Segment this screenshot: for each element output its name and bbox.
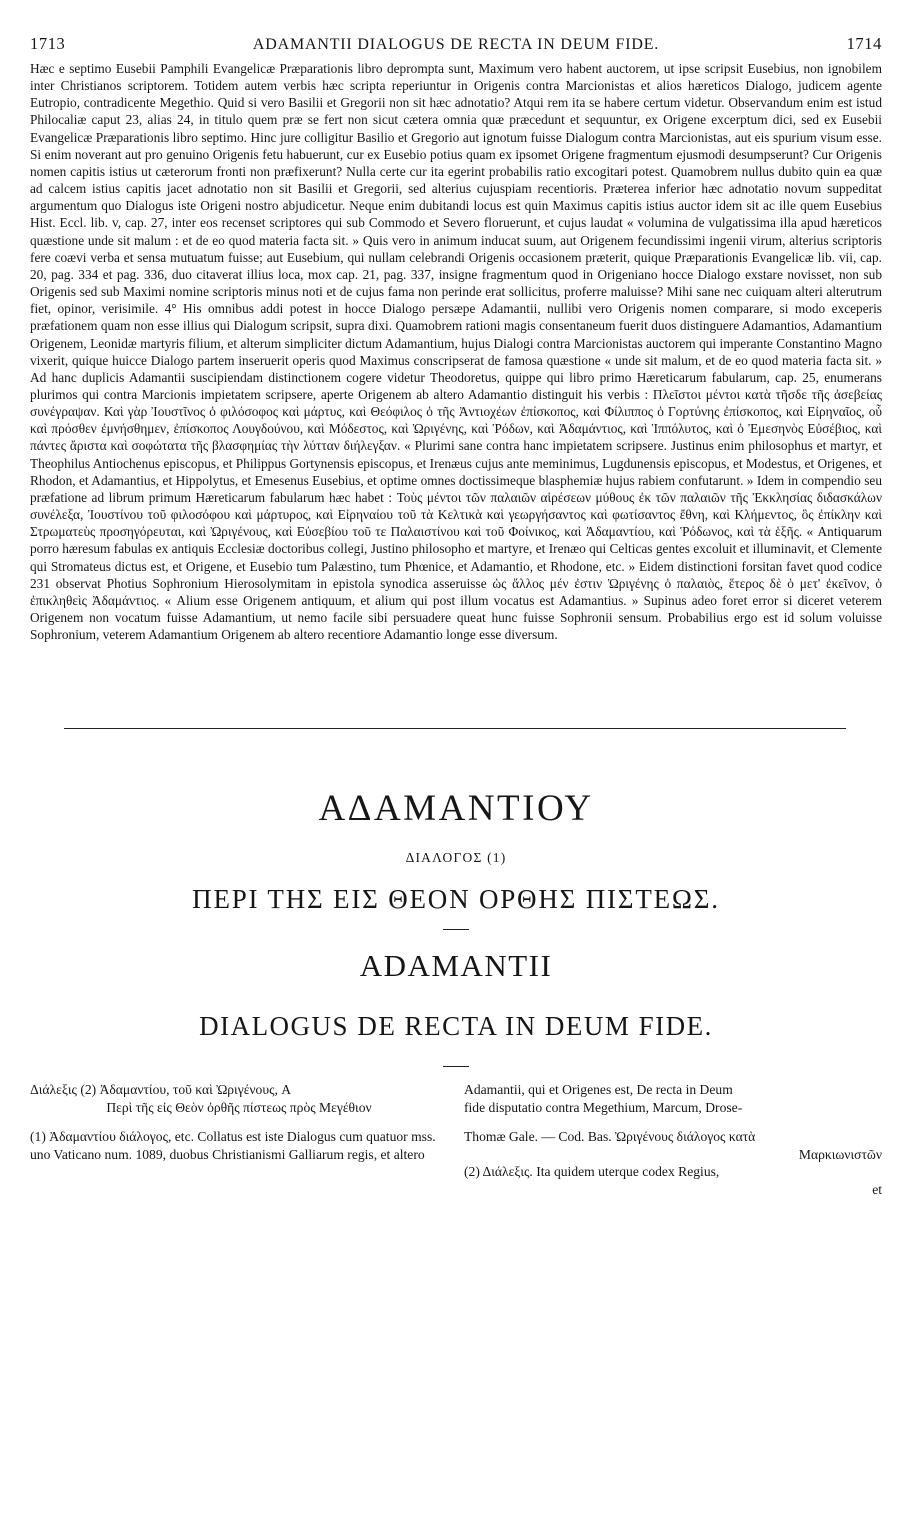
greek-dialogue-heading: ΔΙΑΛΟΓΟΣ (1) (405, 850, 507, 865)
footnote-continuation-2: Μαρκιωνιστῶν (798, 1146, 882, 1162)
latin-line-1: Adamantii, qui et Origenes est, De recta in Deum (464, 1082, 733, 1097)
title-dash-lower (443, 1066, 469, 1067)
editorial-note: Hæc e septimo Eusebii Pamphili Evangelicæ Præparationis libro deprompta sunt, Maximum vero habent auctorem, ut ipse scripsit Eusebius, non ignobilem inter Christianos scriptorem. Totidem autem verbis hæc scripta reperiuntur in Origenis contra Marcionistas et alios hæreticos Dialogo, judicem agente Eutropio, contradicente Megethio. Quid si vero Basilii et Gregorii non sit hæc adnotatio? Atqui rem ita se habere certum videtur. Observandum enim est istud Philocaliæ caput 23, alias 24, in titulo quem præ se fert non sicut cætera omnia quæ præcedunt et sequuntur, ex Origene excerptum dici, sed ex Eusebii Evangelicæ Præparationis libro septimo. Hinc jure colligitur Basilio et Gregorio aut ignotum fuisse Dialogum contra Marcionistas, aut eis spurium visum esse. Si enim noverant aut pro genuino Origenis fetu habuerunt, cur ex Eusebio potius quam ex ipsomet Origene fragmentum ejusmodi desumpserunt? Cur Origenis nomen capitis istius ut cæterorum fronti non præfixerunt? Nulla certe cur ita egerint probabilis ratio excogitari potest. Quamobrem nullus dubito quin ea quæ ad calcem istius capitis jacet adnotatio non sit Basilii et Gregorii, sed alterius cujuspiam recentioris. Præterea inferior hæc adnotatio novum suppeditat argumentum quo Dialogus iste Origeni nostro abjudicetur. Neque enim dubitandi locus est quin Maximus capitis istius auctor idem sit ac ille quem Eusebius Hist. Eccl. lib. v, cap. 27, inter eos recenset scriptores qui sub Commodo et Severo floruerunt, et cujus laudat « volumina de vulgatissima illa apud hæreticos quæstione unde sit malum : et de eo quod materia facta sit. » Quis vero in animum inducat suum, aut Origenem fecundissimi ingenii virum, alterius scriptoris fere coævi verba et sensa mutuatum fuisse; aut Eusebium, qui nullam celebrandi Origenis occasionem præterit, quique Præparationis Evangelicæ lib. vii, cap. 20, pag. 334 et pag. 336, duo citaverat illius loca, mox cap. 21, pag. 337, insigne fragmentum quod in Origeniano hocce Dialogo exstare novisset, non sub Origenis sed sub Maximi nomine scriptoris minus noti et de cujus fama non perinde erat sollicitus, proferre maluisse? Mihi sane nec cuiquam alteri alterutrum fiet, opinor, verisimile. 4° His omnibus addi potest in hocce Dialogo persæpe Adamantii, nullibi vero Origenis nomen comparare, si modo exceperis præfationem quam non esse illius qui Dialogum scripsit, supra dixi. Quamobrem rationi magis consentaneum fuerit duos distinguere Adamantios, Adamantium Origenem, Leonidæ martyris filium, et alterum simpliciter dictum Adamantium, hujus Dialogi contra Marcionistas auctorem qui imperante Constantino Magno vixerit, quique huicce Dialogo partem inseruerit operis quod Maximus conscripserat de famosa quæstione « unde sit malum, et de eo quod materia facta sit. » Ad hanc duplicis Adamantii suscipiendam distinctionem cogere videtur Theodoretus, quippe qui libro primo Hæreticarum fabularum, cap. 25, enumerans plurimos qui contra Marcionis impietatem scripsere, aperte Origenem ab altero Adamantio distinguit his verbis : Πλεῖστοι μέντοι κατὰ τῆσδε τῆς ἀσεβείας συνέγραψαν. Καὶ γὰρ Ἰουστῖνος ὁ φιλόσοφος καὶ μάρτυς, καὶ Θεόφιλος ὁ τῆς Ἀντιοχέων ἐπίσκοπος, καὶ Φίλιππος ὁ Γορτύνης ἐπίσκοπος, καὶ Εἰρηναῖος, οὗ καὶ πρόσθεν ἐμνήσθημεν, ἐπίσκοπος Λουγδούνου, καὶ Μόδεστος, καὶ Ὠριγένης, καὶ Ῥόδων, καὶ Ἀδαμάντιος, καὶ Ἱππόλυτος, καὶ ὁ Ἐμεσηνὸς Εὐσέβιος, καὶ πάντες ἄριστα καὶ σοφώτατα τῆς βλασφημίας τὴν λύτταν διήλεγξαν. « Plurimi sane contra hanc impietatem scripsere. Justinus enim philosophus et martyr, et Theophilus Antiochenus episcopus, et Philippus Gortynensis episcopus, et Irenæus cujus ante meminimus, Lugdunensis episcopus, et Modestus, et Origenes, et Rhodon, et Adamantius, et Hippolytus, et Emesenus Eusebius, et optime omnes doctissimeque blasphemiæ hujus rabiem confutarunt. » Idem in compendio seu præfatione ad librum primum Hæreticarum fabularum hæc habet : Τοὺς μέντοι τῶν παλαιῶν αἱρέσεων μύθους ἐκ τῶν παλαιῶν τῆς Ἐκκλησίας διδασκάλων συνέλεξα, Ἰουστίνου τοῦ φιλοσόφου καὶ μάρτυρος, καὶ Εἰρηναίου τοῦ τὰ Κελτικὰ καὶ γεωργήσαντος καὶ φωτίσαντος ἔθνη, καὶ Κλήμεντος, ὃς ἐπίκλην καὶ Στρωματεὺς προσηγόρευται, καὶ Ὠριγένους, καὶ Εὐσεβίου τοῦ τε Παλαιστίνου καὶ τοῦ Φοίνικος, καὶ Ἀδαμαντίου, καὶ Ῥόδωνος, καὶ τὰ ἑξῆς. « Antiquarum porro hæresum fabulas ex antiquis Ecclesiæ doctoribus collegi, Justino philosopho et martyre, et Irenæo qui Celticas gentes excoluit et illuminavit, et Clemente qui Stromateus dictus est, et Origene, et Eusebio tum Palæstino, tum Phœnice, et Adamantio, et Rhodone, etc. » Eidem distinctioni forsitan favet quod codice 231 observat Photius Sophronium Hierosolymitam in epistola synodica asseruisse ὡς ἄλλος μέν ἐστιν Ὠριγένης ὁ παλαιὸς, ἕτερος δὲ ὁ μετ' ἐκεῖνον, ὁ ἐπικληθεὶς Ἀδαμάντιος. « Alium esse Origenem antiquum, et alium qui post illum vocatus est Adamantius. » Supinus adeo foret error si diceret veterem Origenem non vocatum fuisse Adamantium, ut nemo facile sibi persuadere queat hunc fuisse Sophronii sensum. Probabilius ergo est id solum voluisse Sophronium, veterem Adamantium Origenem ab altero recentiore Adamantio longe esse diversum. (30, 61, 882, 643)
two-column-text (30, 1081, 882, 1198)
greek-line-2: Περὶ τῆς εἰς Θεὸν ὀρθῆς πίστεως πρὸς Μεγέθιον (106, 1099, 372, 1115)
title-dash (443, 929, 469, 930)
page-number-right: 1714 (846, 34, 882, 53)
page (30, 34, 882, 1198)
footnote-2: (2) Διάλεξις. Ita quidem uterque codex Regius, (464, 1164, 720, 1179)
greek-title-heading: ΠΕΡΙ ΤΗΣ ΕΙΣ ΘΕΟΝ ΟΡΘΗΣ ΠΙΣΤΕΩΣ. (192, 884, 720, 914)
footnote-1: (1) Ἀδαμαντίου διάλογος, etc. Collatus est iste Dialogus cum quatuor mss. uno Vaticano num. 1089, duobus Christianismi Galliarum regis, et altero (30, 1129, 436, 1162)
page-number-left: 1713 (30, 34, 66, 53)
running-header (30, 34, 882, 54)
latin-author-heading: ADAMANTII (359, 948, 553, 983)
latin-column (464, 1081, 882, 1198)
footnote-2-continuation: et (872, 1181, 882, 1197)
running-title: ADAMANTII DIALOGUS DE RECTA IN DEUM FIDE. (252, 36, 660, 53)
greek-line-1: Διάλεξις (2) Ἀδαμαντίου, τοῦ καὶ Ὠριγένους, A (30, 1082, 292, 1097)
greek-column (30, 1081, 448, 1198)
greek-author-heading: ΑΔΑΜΑΝΤΙΟΥ (318, 788, 594, 829)
section-divider (64, 728, 846, 729)
latin-line-2: fide disputatio contra Megethium, Marcum, Drose- (464, 1099, 743, 1115)
footnote-continuation-1: Thomæ Gale. — Cod. Bas. Ὠριγένους διάλογος κατὰ (464, 1129, 756, 1144)
latin-title-heading: DIALOGUS DE RECTA IN DEUM FIDE. (199, 1011, 713, 1041)
